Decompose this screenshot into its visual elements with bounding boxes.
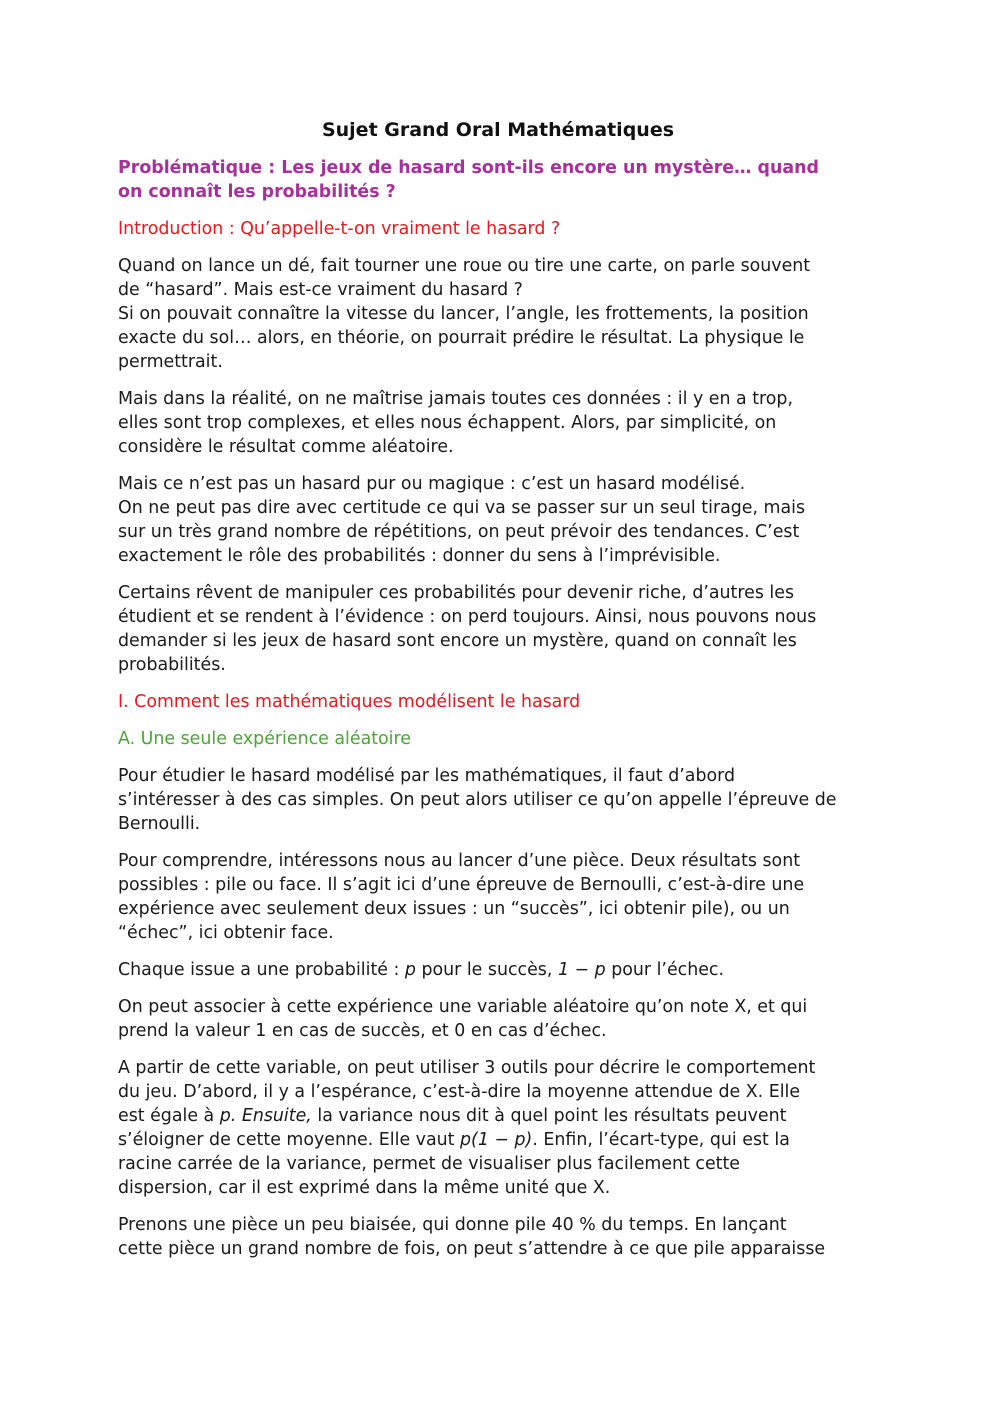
- text-line: Pour comprendre, intéressons nous au lancer d’une pièce. Deux résultats sont: [118, 851, 801, 871]
- text-line: du jeu. D’abord, il y a l’espérance, c’est-à-dire la moyenne attendue de X. Elle: [118, 1082, 801, 1102]
- math-one-minus-p: 1 − p: [557, 960, 606, 980]
- paragraph-biased-coin: [118, 1213, 878, 1261]
- text-line: possibles : pile ou face. Il s’agit ici d’une épreuve de Bernoulli, c’est-à-dire une: [118, 875, 805, 895]
- text-line: elles sont trop complexes, et elles nous échappent. Alors, par simplicité, on: [118, 413, 777, 433]
- text-line: exacte du sol… alors, en théorie, on pourrait prédire le résultat. La physique le: [118, 328, 805, 348]
- text-line: Quand on lance un dé, fait tourner une roue ou tire une carte, on parle souvent: [118, 256, 811, 276]
- paragraph-intro-3: [118, 472, 878, 568]
- text-run: est égale à: [118, 1106, 220, 1126]
- text-line: On peut associer à cette expérience une variable aléatoire qu’on note X, et qui: [118, 997, 808, 1017]
- paragraph-random-variable: [118, 995, 878, 1043]
- text-line: [118, 1128, 878, 1152]
- text-line: Prenons une pièce un peu biaisée, qui donne pile 40 % du temps. En lançant: [118, 1215, 787, 1235]
- text-line: Si on pouvait connaître la vitesse du lancer, l’angle, les frottements, la position: [118, 304, 809, 324]
- math-expectation: p. Ensuite,: [219, 1106, 312, 1126]
- text-run: s’éloigner de cette moyenne. Elle vaut: [118, 1130, 460, 1150]
- text-run: . Enfin, l’écart-type, qui est la: [532, 1130, 790, 1150]
- text-run: la variance nous dit à quel point les résultats peuvent: [311, 1106, 787, 1126]
- math-p: p: [404, 960, 416, 980]
- text-line: Mais ce n’est pas un hasard pur ou magique : c’est un hasard modélisé.: [118, 474, 746, 494]
- problematique-heading: [118, 156, 878, 204]
- text-line: prend la valeur 1 en cas de succès, et 0 en cas d’échec.: [118, 1021, 607, 1041]
- text-line: [118, 1104, 878, 1128]
- text-line: permettrait.: [118, 352, 223, 372]
- text-line: On ne peut pas dire avec certitude ce qui va se passer sur un seul tirage, mais: [118, 498, 806, 518]
- paragraph-bernoulli-intro: [118, 764, 878, 836]
- text-line: Pour étudier le hasard modélisé par les mathématiques, il faut d’abord: [118, 766, 736, 786]
- text-line: demander si les jeux de hasard sont encore un mystère, quand on connaît les: [118, 631, 797, 651]
- text-line: exactement le rôle des probabilités : donner du sens à l’imprévisible.: [118, 546, 721, 566]
- text-line: racine carrée de la variance, permet de visualiser plus facilement cette: [118, 1154, 741, 1174]
- text-line: expérience avec seulement deux issues : un “succès”, ici obtenir pile), ou un: [118, 899, 790, 919]
- problematique-line: on connaît les probabilités ?: [118, 182, 396, 202]
- math-variance: p(1 − p): [460, 1130, 533, 1150]
- text-line: dispersion, car il est exprimé dans la même unité que X.: [118, 1178, 611, 1198]
- text-line: de “hasard”. Mais est-ce vraiment du hasard ?: [118, 280, 523, 300]
- document-page: [118, 116, 878, 1274]
- text-line: s’intéresser à des cas simples. On peut alors utiliser ce qu’on appelle l’épreuve de: [118, 790, 837, 810]
- problematique-line: Problématique : Les jeux de hasard sont-ils encore un mystère… quand: [118, 158, 819, 178]
- text-line: étudient et se rendent à l’évidence : on perd toujours. Ainsi, nous pouvons nous: [118, 607, 817, 627]
- document-title: Sujet Grand Oral Mathématiques: [321, 119, 675, 141]
- text-line: Mais dans la réalité, on ne maîtrise jamais toutes ces données : il y en a trop,: [118, 389, 793, 409]
- paragraph-intro-2: [118, 387, 878, 459]
- subsection-a-heading: A. Une seule expérience aléatoire: [118, 729, 411, 749]
- text-run: Chaque issue a une probabilité :: [118, 960, 405, 980]
- text-line: considère le résultat comme aléatoire.: [118, 437, 454, 457]
- text-line: “échec”, ici obtenir face.: [118, 923, 334, 943]
- text-line: cette pièce un grand nombre de fois, on peut s’attendre à ce que pile apparaisse: [118, 1239, 826, 1259]
- paragraph-probabilities: [118, 958, 878, 982]
- paragraph-intro-1: [118, 254, 878, 374]
- text-line: A partir de cette variable, on peut utiliser 3 outils pour décrire le comportement: [118, 1058, 816, 1078]
- introduction-heading: Introduction : Qu’appelle-t-on vraiment le hasard ?: [118, 219, 561, 239]
- paragraph-coin-toss: [118, 849, 878, 945]
- section-1-heading: I. Comment les mathématiques modélisent le hasard: [118, 692, 581, 712]
- text-line: probabilités.: [118, 655, 226, 675]
- text-run: pour l’échec.: [605, 960, 725, 980]
- text-line: sur un très grand nombre de répétitions, on peut prévoir des tendances. C’est: [118, 522, 800, 542]
- text-line: Bernoulli.: [118, 814, 201, 834]
- paragraph-intro-4: [118, 581, 878, 677]
- text-line: Certains rêvent de manipuler ces probabilités pour devenir riche, d’autres les: [118, 583, 795, 603]
- paragraph-expectation-variance: [118, 1056, 878, 1200]
- text-run: pour le succès,: [415, 960, 558, 980]
